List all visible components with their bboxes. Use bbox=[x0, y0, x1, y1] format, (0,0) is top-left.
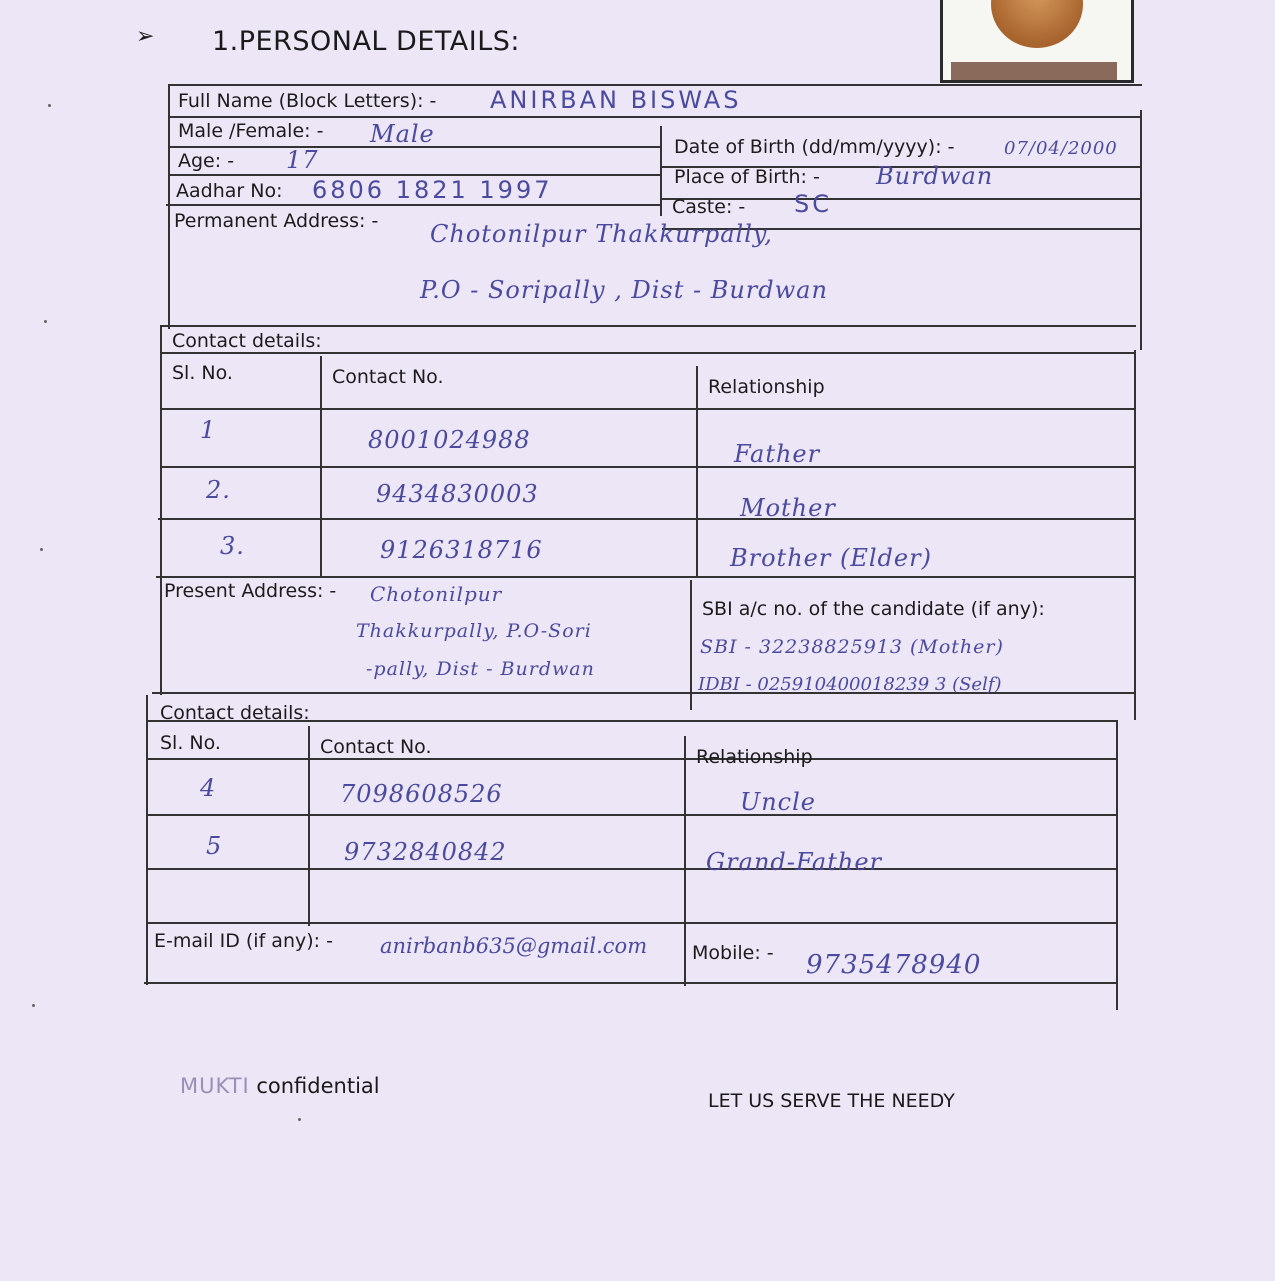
age-value: 17 bbox=[286, 146, 319, 174]
full-name-label: Full Name (Block Letters): - bbox=[178, 90, 437, 112]
gender-label: Male /Female: - bbox=[178, 120, 324, 142]
contacts-2-title: Contact details: bbox=[160, 702, 310, 724]
full-name-value: ANIRBAN BISWAS bbox=[490, 86, 742, 114]
place-of-birth-value: Burdwan bbox=[876, 162, 994, 190]
mobile-value: 9735478940 bbox=[806, 950, 982, 980]
contacts-1-row1-slno: 1 bbox=[200, 416, 217, 444]
permanent-address-line1: Chotonilpur Thakkurpally, bbox=[430, 220, 773, 248]
mobile-label: Mobile: - bbox=[692, 942, 774, 964]
candidate-photo bbox=[940, 0, 1134, 83]
aadhar-value: 6806 1821 1997 bbox=[312, 176, 553, 204]
caste-value: SC bbox=[794, 190, 832, 218]
contacts-1-header-relationship: Relationship bbox=[708, 376, 825, 398]
age-label: Age: - bbox=[178, 150, 235, 172]
permanent-address-line2: P.O - Soripally , Dist - Burdwan bbox=[420, 276, 828, 304]
speck bbox=[298, 1118, 301, 1121]
footer-motto: LET US SERVE THE NEEDY bbox=[708, 1090, 955, 1112]
sbi-line2: IDBI - 025910400018239 3 (Self) bbox=[698, 674, 1002, 695]
photo-shirt bbox=[951, 62, 1117, 80]
contacts-2-row1-relationship: Uncle bbox=[740, 788, 817, 816]
dob-label: Date of Birth (dd/mm/yyyy): - bbox=[674, 136, 955, 158]
contacts-1-row3-number: 9126318716 bbox=[380, 536, 543, 564]
contacts-2-header-relationship: Relationship bbox=[696, 746, 813, 768]
contacts-2-row2-number: 9732840842 bbox=[344, 838, 507, 866]
present-address-label: Present Address: - bbox=[164, 580, 337, 602]
contacts-2-row2-slno: 5 bbox=[206, 832, 223, 860]
contacts-1-header-slno: Sl. No. bbox=[172, 362, 233, 384]
sbi-line1: SBI - 32238825913 (Mother) bbox=[700, 636, 1004, 658]
contacts-1-title: Contact details: bbox=[172, 330, 322, 352]
email-label: E-mail ID (if any): - bbox=[154, 930, 333, 952]
contacts-2-header-slno: Sl. No. bbox=[160, 732, 221, 754]
footer-brand: MUKTI bbox=[180, 1074, 250, 1098]
caste-label: Caste: - bbox=[672, 196, 746, 218]
speck bbox=[40, 548, 43, 551]
gender-value: Male bbox=[370, 120, 435, 148]
contacts-1-row3-relationship: Brother (Elder) bbox=[730, 544, 932, 572]
dob-value: 07/04/2000 bbox=[1004, 138, 1118, 159]
permanent-address-label: Permanent Address: - bbox=[174, 210, 379, 232]
section-title: 1.PERSONAL DETAILS: bbox=[212, 26, 521, 57]
speck bbox=[44, 320, 47, 323]
contacts-2-row1-number: 7098608526 bbox=[340, 780, 503, 808]
contacts-1-row1-number: 8001024988 bbox=[368, 426, 531, 454]
contacts-1-row3-slno: 3. bbox=[220, 532, 245, 560]
contacts-2-row2-relationship: Grand-Father bbox=[706, 848, 882, 876]
contacts-1-row2-slno: 2. bbox=[206, 476, 231, 504]
contacts-1-row2-relationship: Mother bbox=[740, 494, 836, 522]
speck bbox=[32, 1004, 35, 1007]
present-address-line3: -pally, Dist - Burdwan bbox=[366, 658, 595, 680]
personal-details-form bbox=[140, 80, 1150, 1010]
present-address-line1: Chotonilpur bbox=[370, 582, 503, 606]
place-of-birth-label: Place of Birth: - bbox=[674, 166, 820, 188]
sbi-label: SBI a/c no. of the candidate (if any): bbox=[702, 598, 1045, 620]
contacts-1-row1-relationship: Father bbox=[734, 440, 821, 468]
footer-confidential-text: confidential bbox=[256, 1074, 380, 1098]
contacts-2-row1-slno: 4 bbox=[200, 774, 217, 802]
photo-face bbox=[991, 0, 1083, 48]
contacts-2-header-contact: Contact No. bbox=[320, 736, 432, 758]
email-value: anirbanb635@gmail.com bbox=[380, 934, 648, 958]
contacts-1-row2-number: 9434830003 bbox=[376, 480, 539, 508]
footer-confidential bbox=[180, 1074, 380, 1098]
bullet-arrow-icon: ➢ bbox=[136, 24, 155, 49]
aadhar-label: Aadhar No: bbox=[176, 180, 283, 202]
speck bbox=[48, 104, 51, 107]
contacts-1-header-contact: Contact No. bbox=[332, 366, 444, 388]
present-address-line2: Thakkurpally, P.O-Sori bbox=[356, 620, 592, 642]
